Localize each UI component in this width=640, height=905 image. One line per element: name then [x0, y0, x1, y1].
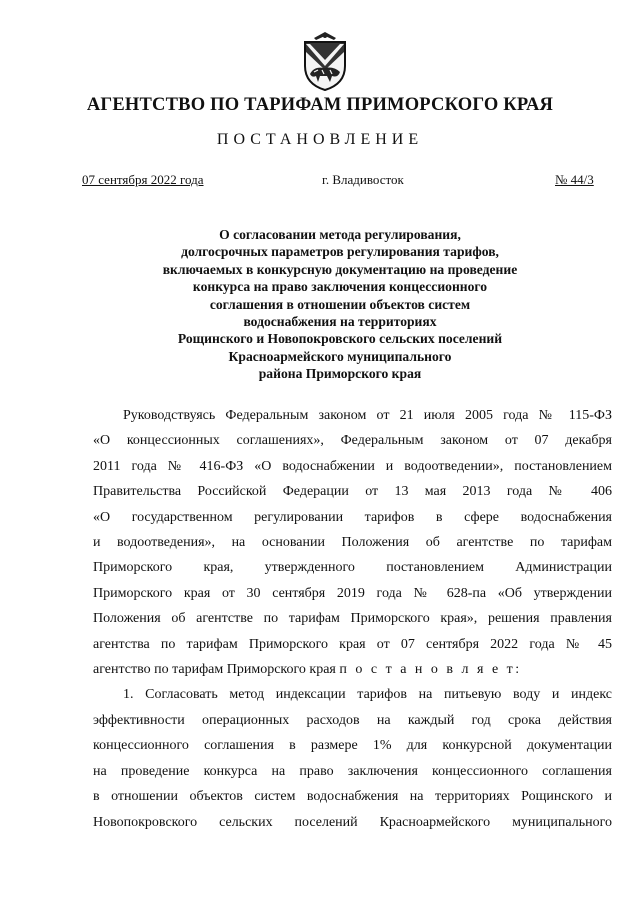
- document-city: г. Владивосток: [322, 172, 404, 187]
- subject-line: включаемых в конкурсную документацию на проведение: [162, 261, 518, 277]
- body-line: «О государственном регулировании тарифов в сфере водоснабжения: [93, 509, 612, 525]
- body-line: Положения об агентстве по тарифам Приморского края», решения правления: [93, 611, 612, 627]
- body-line: в отношении объектов систем водоснабжения на территориях Рощинского и: [93, 789, 612, 805]
- document-subject: [80, 226, 600, 383]
- document-number: № 44/3: [555, 172, 594, 187]
- subject-line: Красноармейского муниципального: [228, 348, 452, 364]
- body-line: концессионного соглашения в размере 1% для конкурсной документации: [93, 738, 612, 754]
- subject-line: Рощинского и Новопокровского сельских поселений: [177, 331, 503, 347]
- coat-of-arms-icon: [300, 30, 350, 92]
- body-line: Новопокровского сельских поселений Красноармейского муниципального: [93, 814, 612, 830]
- decides-word: п о с т а н о в л я е т:: [339, 662, 522, 678]
- body-line: и водоотведения», на основании Положения об агентстве по тарифам: [93, 535, 612, 551]
- body-line: Руководствуясь Федеральным законом от 21 июля 2005 года № 115-ФЗ: [123, 408, 612, 423]
- body-line: [93, 657, 612, 682]
- body-line: эффективности операционных расходов на каждый год срока действия: [93, 712, 612, 728]
- subject-line: долгосрочных параметров регулирования тарифов,: [181, 244, 499, 260]
- subject-line: водоснабжения на территориях: [243, 314, 437, 330]
- document-body: [93, 403, 612, 835]
- preamble-last: агентство по тарифам Приморского края: [93, 662, 336, 678]
- document-date: 07 сентября 2022 года: [82, 172, 204, 187]
- body-line: 1. Согласовать метод индексации тарифов на питьевую воду и индекс: [123, 687, 612, 703]
- body-line: Приморского края от 30 сентября 2019 года № 628-па «Об утверждении: [93, 585, 612, 601]
- subject-line: О согласовании метода регулирования,: [219, 227, 461, 242]
- subject-line: соглашения в отношении объектов систем: [209, 296, 471, 312]
- body-line: 2011 года № 416-ФЗ «О водоснабжении и водоотведении», постановлением: [93, 458, 612, 474]
- document-type: ПОСТАНОВЛЕНИЕ: [216, 131, 424, 148]
- subject-line: района Приморского края: [258, 366, 422, 382]
- subject-line: конкурса на право заключения концессионного: [192, 279, 488, 295]
- body-line: «О концессионных соглашениях», Федеральным законом от 07 декабря: [93, 433, 612, 449]
- body-line: на проведение конкурса на право заключения концессионного соглашения: [93, 763, 612, 779]
- body-line: Правительства Российской Федерации от 13 мая 2013 года № 406: [93, 484, 612, 500]
- agency-title: АГЕНТСТВО ПО ТАРИФАМ ПРИМОРСКОГО КРАЯ: [86, 95, 554, 115]
- body-line: Приморского края, утвержденного постановлением Администрации: [93, 560, 612, 576]
- body-line: агентства по тарифам Приморского края от 07 сентября 2022 года № 45: [93, 636, 612, 652]
